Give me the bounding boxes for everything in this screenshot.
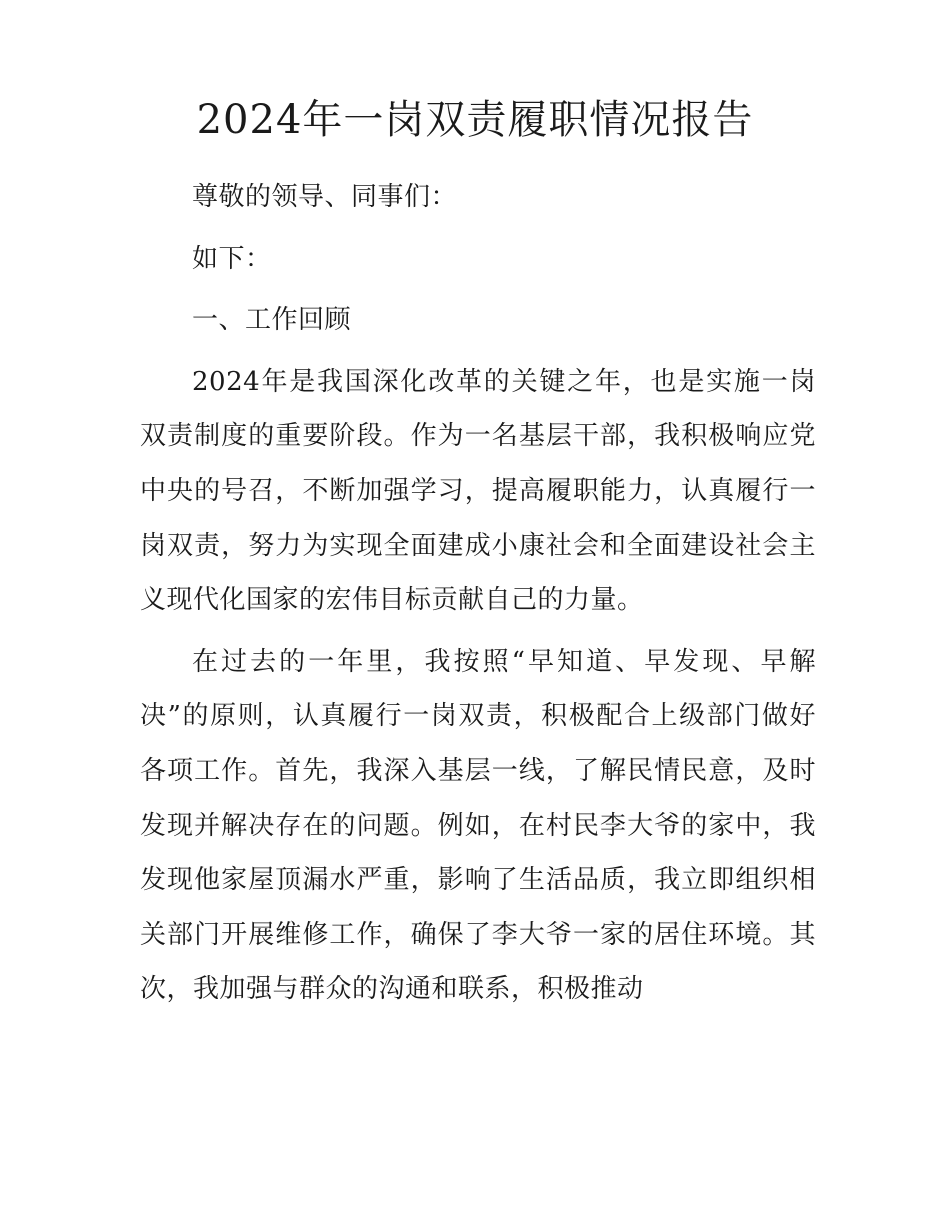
document-body [140, 170, 816, 1024]
intro-line: 如下： [192, 243, 272, 274]
body-paragraph: 2024年是我国深化改革的关键之年，也是实施一岗双责制度的重要阶段。作为一名基层干部，我积极响应党中央的号召，不断加强学习，提高履职能力，认真履行一岗双责，努力为实现全面建成小康社会和全面建设社会主义现代化国家的宏伟目标贡献自己的力量。 [140, 366, 816, 616]
section-heading: 一、工作回顾 [192, 305, 352, 336]
salutation: 尊敬的领导、同事们： [192, 182, 458, 212]
body-paragraph: 在过去的一年里，我按照“早知道、早发现、早解决”的原则，认真履行一岗双责，积极配合上级部门做好各项工作。首先，我深入基层一线，了解民情民意，及时发现并解决存在的问题。例如，在村民李大爷的家中，我发现他家屋顶漏水严重，影响了生活品质，我立即组织相关部门开展维修工作，确保了李大爷一家的居住环境。其次，我加强与群众的沟通和联系，积极推动 [140, 646, 816, 1005]
document-title: 2024年一岗双责履职情况报告 [196, 97, 754, 143]
